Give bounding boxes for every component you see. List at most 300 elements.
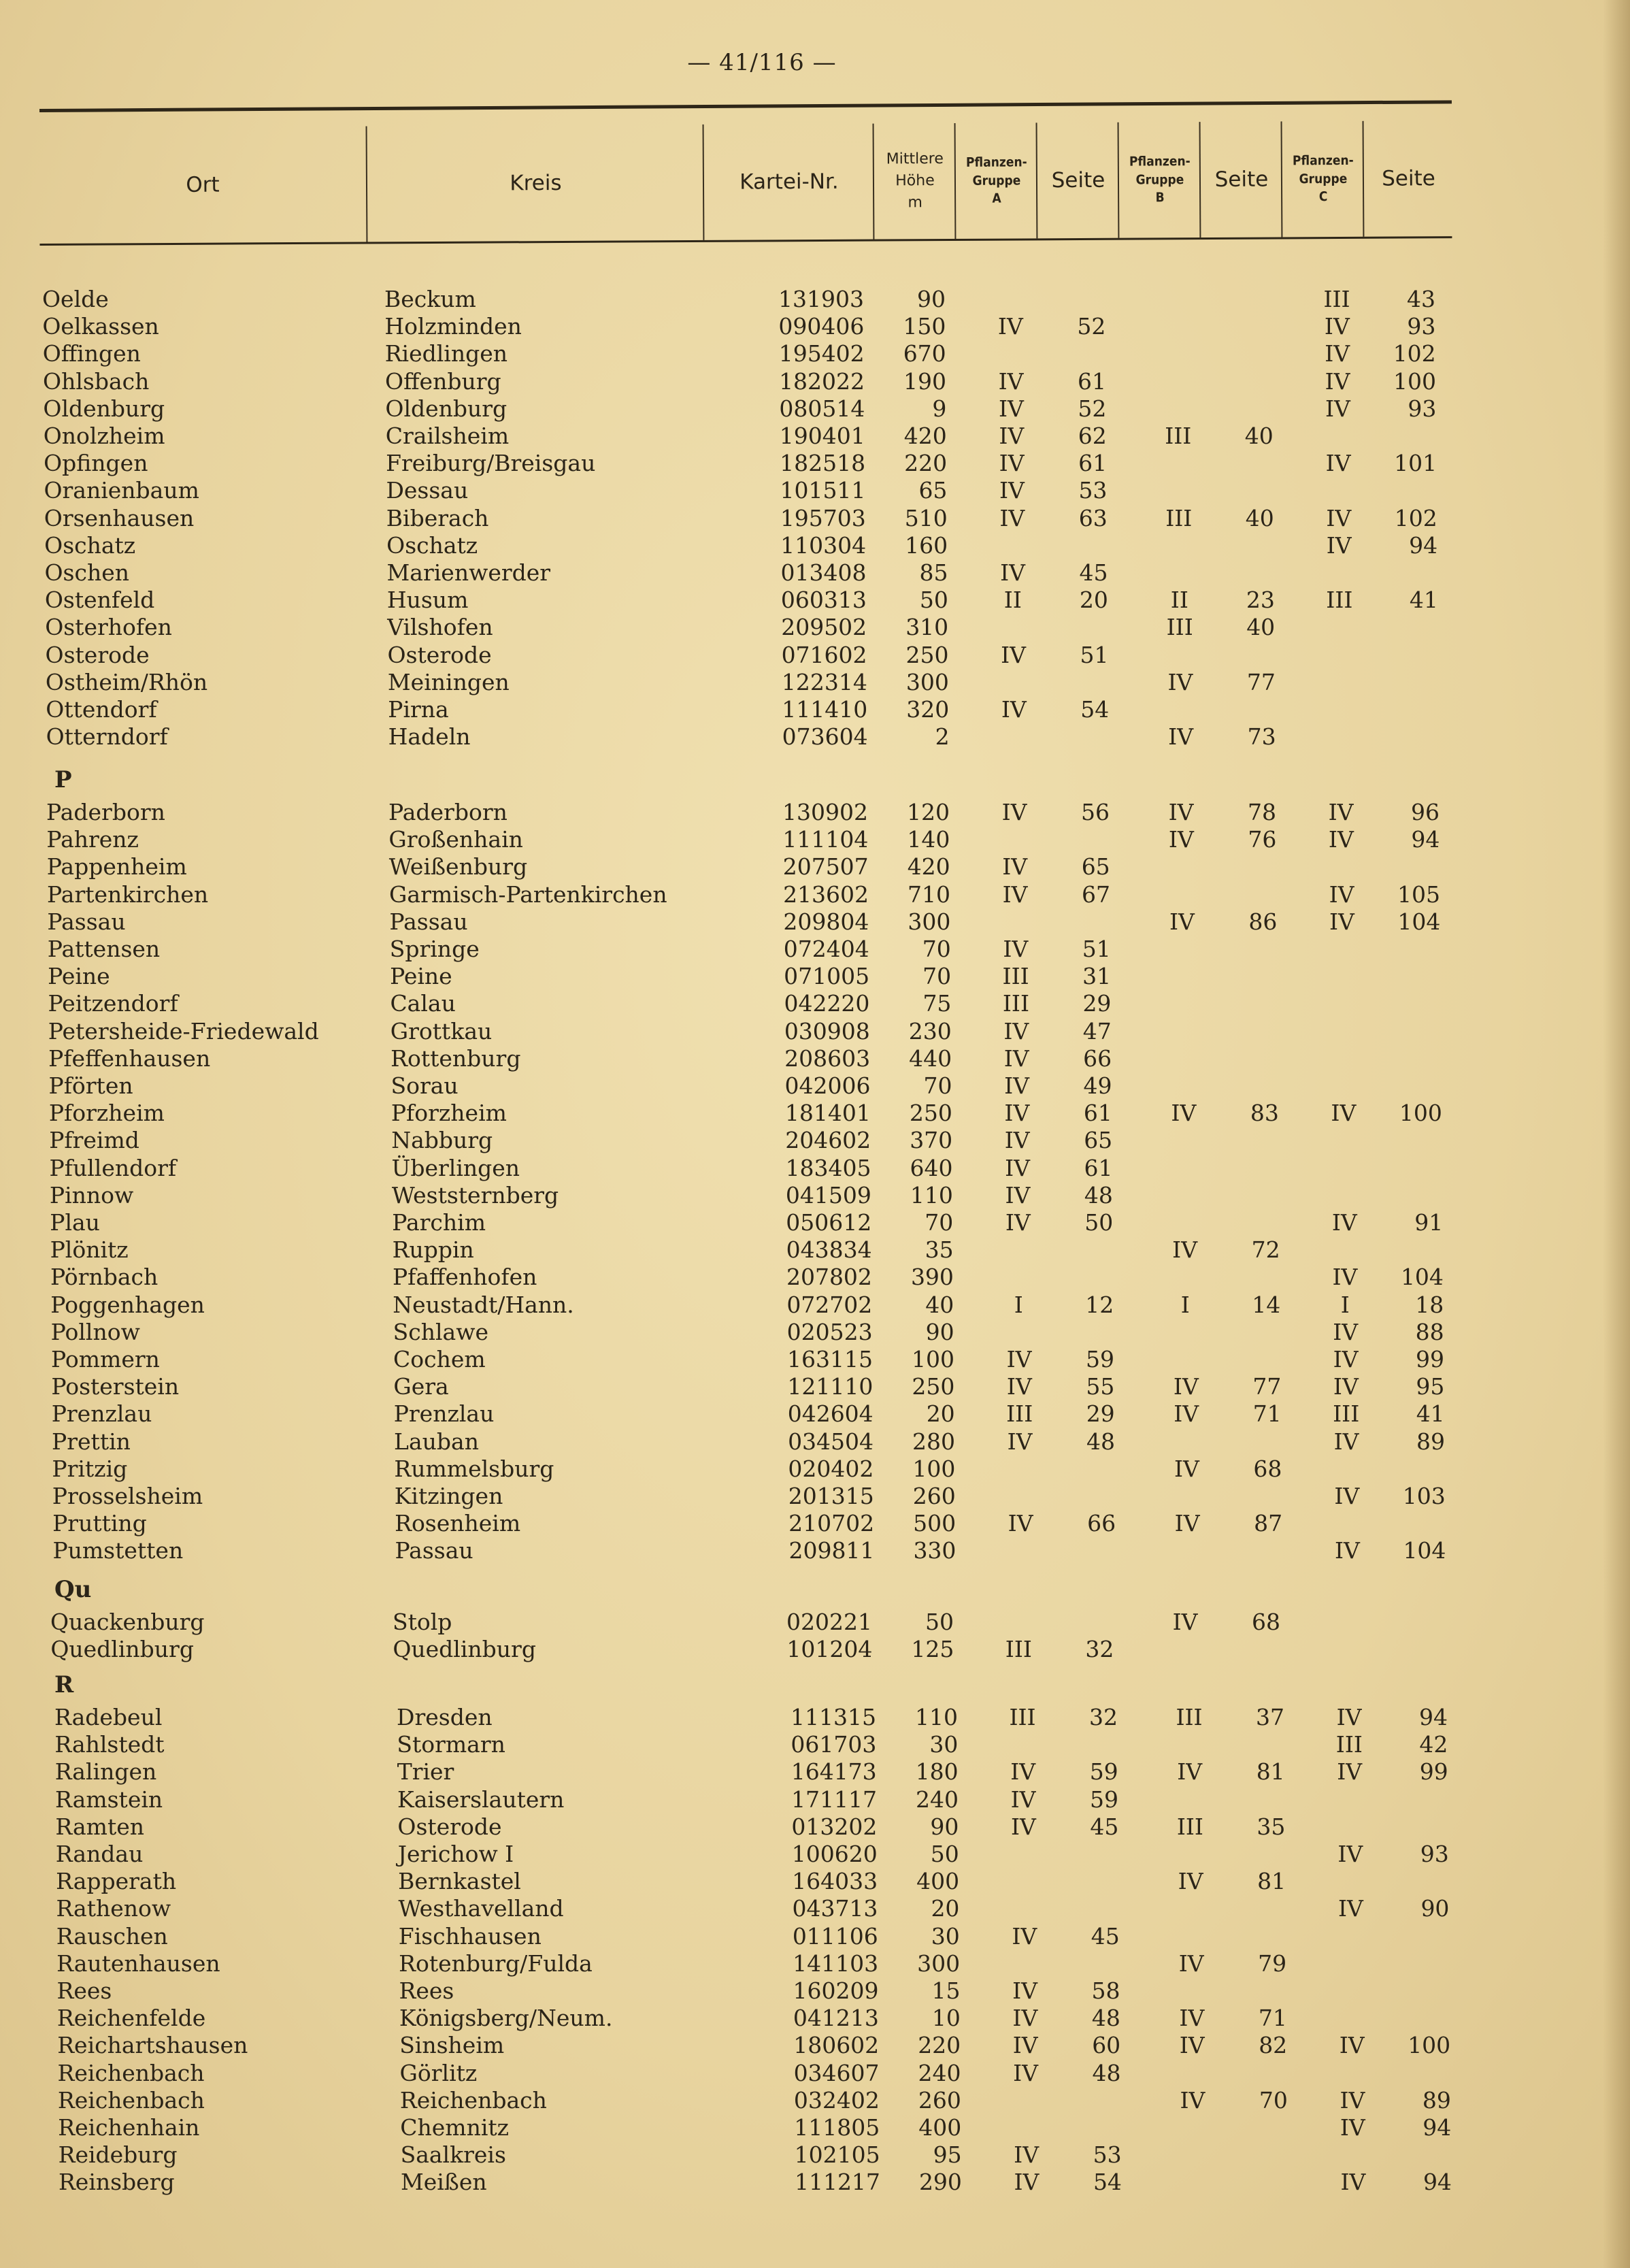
cell-seite-c: 105 — [1397, 881, 1441, 908]
cell-kreis: Hadeln — [388, 723, 471, 751]
cell-gruppe-a: IV — [1012, 2032, 1038, 2059]
cell-ort: Pumstetten — [52, 1537, 184, 1564]
cell-hoehe: 260 — [912, 1483, 956, 1509]
cell-gruppe-c: IV — [1328, 799, 1354, 825]
cell-ort: Rathenow — [56, 1895, 171, 1922]
cell-kreis: Pfaffenhofen — [392, 1264, 537, 1291]
cell-seite-c: 89 — [1416, 1428, 1446, 1455]
cell-hoehe: 280 — [912, 1428, 956, 1455]
cell-kreis: Oschatz — [386, 531, 478, 559]
cell-kreis: Kaiserslautern — [397, 1786, 565, 1813]
cell-gruppe-a: III — [1006, 1400, 1033, 1428]
cell-hoehe: 20 — [931, 1895, 960, 1922]
cell-ort: Reichartshausen — [57, 2032, 248, 2059]
cell-gruppe-c: IV — [1326, 531, 1352, 559]
cell-ort: Ramstein — [55, 1786, 163, 1813]
cell-kartei: 071005 — [784, 963, 870, 990]
cell-seite-b: 68 — [1252, 1609, 1280, 1635]
cell-ort: Onolzheim — [43, 423, 165, 449]
cell-gruppe-b: IV — [1171, 1100, 1197, 1127]
cell-seite-c: 90 — [1420, 1895, 1450, 1922]
cell-ort: Opfingen — [44, 450, 148, 477]
cell-ort: Pahrenz — [46, 826, 139, 853]
cell-seite-a: 62 — [1078, 423, 1107, 449]
cell-hoehe: 300 — [917, 1950, 961, 1977]
cell-seite-a: 59 — [1086, 1346, 1114, 1373]
cell-kreis: Weststernberg — [391, 1181, 559, 1209]
cell-seite-c: 41 — [1416, 1400, 1445, 1428]
cell-ort: Pfullendorf — [49, 1154, 177, 1181]
cell-kartei: 042006 — [784, 1072, 871, 1099]
cell-gruppe-b: III — [1165, 504, 1193, 531]
cell-gruppe-a: IV — [1010, 1813, 1036, 1840]
cell-kartei: 209811 — [788, 1537, 875, 1564]
header-seite-a: Seite — [1036, 122, 1120, 239]
cell-ort: Rahlstedt — [54, 1731, 165, 1758]
cell-seite-a: 20 — [1079, 587, 1108, 614]
cell-gruppe-a: IV — [1004, 1100, 1030, 1127]
cell-hoehe: 400 — [918, 2114, 962, 2141]
cell-seite-c: 99 — [1419, 1758, 1448, 1786]
cell-seite-c: 102 — [1393, 340, 1436, 367]
cell-kreis: Trier — [397, 1758, 454, 1786]
cell-seite-b: 79 — [1258, 1950, 1287, 1977]
cell-hoehe: 70 — [922, 963, 952, 990]
cell-kartei: 042220 — [784, 990, 870, 1017]
cell-kreis: Weißenburg — [388, 853, 528, 881]
cell-kartei: 207802 — [786, 1264, 872, 1291]
cell-ort: Ottendorf — [46, 696, 157, 723]
cell-gruppe-a: II — [1003, 587, 1022, 614]
cell-ort: Oschatz — [44, 531, 136, 559]
cell-hoehe: 420 — [903, 423, 947, 449]
cell-hoehe: 95 — [933, 2141, 962, 2169]
cell-kartei: 041213 — [793, 2005, 879, 2032]
cell-ort: Reinsberg — [58, 2169, 175, 2196]
cell-seite-c: 18 — [1415, 1291, 1444, 1318]
cell-hoehe: 70 — [923, 1072, 952, 1099]
cell-gruppe-a: IV — [999, 477, 1025, 504]
cell-kartei: 111104 — [782, 826, 869, 853]
cell-kartei: 209804 — [783, 908, 869, 935]
cell-kartei: 207507 — [782, 853, 869, 881]
cell-gruppe-a: IV — [1005, 1209, 1031, 1236]
cell-kartei: 034607 — [793, 2059, 880, 2086]
cell-kreis: Rottenburg — [390, 1045, 521, 1072]
cell-kreis: Ruppin — [392, 1236, 474, 1264]
cell-kreis: Rosenheim — [395, 1510, 521, 1537]
cell-kreis: Grottkau — [390, 1017, 493, 1045]
cell-seite-b: 82 — [1259, 2032, 1288, 2059]
cell-kreis: Vilshofen — [387, 614, 493, 641]
cell-seite-c: 100 — [1393, 367, 1437, 395]
cell-gruppe-c: IV — [1324, 313, 1350, 340]
cell-ort: Otterndorf — [46, 723, 168, 751]
cell-gruppe-a: IV — [1005, 1181, 1031, 1209]
cell-kreis: Husum — [386, 587, 469, 614]
cell-hoehe: 180 — [915, 1758, 959, 1786]
cell-ort: Reideburg — [58, 2141, 178, 2169]
cell-seite-b: 14 — [1252, 1291, 1281, 1318]
cell-seite-b: 77 — [1252, 1373, 1282, 1400]
cell-hoehe: 510 — [904, 504, 948, 531]
cell-kartei: 020221 — [786, 1609, 872, 1635]
cell-hoehe: 90 — [930, 1813, 959, 1840]
cell-seite-b: 72 — [1251, 1236, 1280, 1264]
cell-seite-a: 45 — [1090, 1813, 1119, 1840]
cell-seite-c: 94 — [1419, 1704, 1448, 1730]
cell-kartei: 043834 — [786, 1236, 872, 1264]
cell-kreis: Passau — [395, 1537, 473, 1564]
cell-gruppe-b: IV — [1168, 799, 1194, 825]
cell-ort: Pforzheim — [48, 1100, 165, 1127]
cell-ort: Osterhofen — [45, 614, 172, 641]
cell-hoehe: 250 — [905, 641, 949, 668]
cell-seite-a: 48 — [1092, 2059, 1121, 2086]
cell-seite-a: 56 — [1081, 799, 1110, 825]
cell-kreis: Quedlinburg — [393, 1636, 536, 1663]
cell-seite-b: 83 — [1250, 1100, 1279, 1127]
cell-gruppe-a: III — [1009, 1704, 1036, 1730]
cell-kartei: 072702 — [786, 1291, 873, 1318]
cell-seite-b: 23 — [1246, 587, 1275, 614]
cell-seite-a: 48 — [1084, 1181, 1113, 1209]
cell-gruppe-c: III — [1335, 1731, 1363, 1758]
cell-kreis: Rees — [399, 1977, 454, 2004]
cell-hoehe: 9 — [932, 395, 947, 422]
cell-gruppe-a: IV — [998, 367, 1024, 395]
cell-gruppe-a: IV — [1006, 1373, 1032, 1400]
cell-hoehe: 160 — [905, 531, 948, 559]
cell-gruppe-a: IV — [999, 450, 1025, 477]
cell-seite-c: 102 — [1394, 504, 1437, 531]
cell-seite-b: 77 — [1246, 668, 1276, 695]
cell-hoehe: 640 — [910, 1154, 953, 1181]
cell-seite-c: 91 — [1414, 1209, 1444, 1236]
cell-seite-a: 54 — [1080, 696, 1110, 723]
cell-ort: Reichenfelde — [56, 2005, 206, 2032]
cell-gruppe-a: IV — [997, 313, 1023, 340]
cell-hoehe: 30 — [931, 1922, 960, 1950]
cell-ort: Pfeffenhausen — [48, 1045, 211, 1072]
cell-ort: Plau — [50, 1209, 100, 1236]
cell-kreis: Parchim — [392, 1209, 486, 1236]
cell-kartei: 131903 — [778, 286, 864, 312]
cell-gruppe-b: IV — [1172, 1609, 1198, 1635]
cell-kartei: 122314 — [781, 668, 867, 695]
cell-seite-a: 61 — [1084, 1154, 1113, 1181]
cell-hoehe: 90 — [925, 1318, 954, 1345]
cell-hoehe: 100 — [912, 1346, 954, 1373]
cell-seite-b: 40 — [1245, 504, 1274, 531]
cell-gruppe-a: IV — [1005, 1154, 1030, 1181]
cell-kreis: Paderborn — [388, 799, 508, 825]
cell-gruppe-a: IV — [1007, 1428, 1033, 1455]
cell-ort: Pinnow — [49, 1181, 134, 1209]
cell-kreis: Biberach — [386, 504, 489, 531]
cell-kreis: Pirna — [388, 696, 449, 723]
cell-hoehe: 420 — [907, 853, 950, 881]
cell-gruppe-a: IV — [998, 395, 1024, 422]
cell-ort: Ralingen — [54, 1758, 157, 1786]
cell-ort: Ostheim/Rhön — [45, 668, 208, 695]
cell-gruppe-a: IV — [1002, 881, 1028, 908]
cell-hoehe: 240 — [918, 2059, 961, 2086]
cell-hoehe: 50 — [925, 1609, 954, 1635]
cell-gruppe-a: IV — [1014, 2169, 1039, 2196]
cell-kreis: Oldenburg — [385, 395, 508, 422]
cell-gruppe-a: IV — [1003, 1045, 1029, 1072]
cell-seite-b: 71 — [1258, 2005, 1287, 2032]
cell-seite-c: 94 — [1411, 826, 1440, 853]
cell-gruppe-c: IV — [1328, 826, 1354, 853]
cell-gruppe-a: IV — [1010, 1758, 1036, 1786]
cell-kreis: Stormarn — [397, 1731, 505, 1758]
cell-kartei: 041509 — [785, 1181, 871, 1209]
cell-seite-a: 49 — [1083, 1072, 1112, 1099]
cell-gruppe-c: IV — [1325, 395, 1350, 422]
cell-gruppe-c: IV — [1325, 450, 1351, 477]
cell-gruppe-c: IV — [1337, 1758, 1363, 1786]
cell-kartei: 020402 — [788, 1455, 874, 1482]
cell-kartei: 020523 — [786, 1318, 873, 1345]
cell-gruppe-a: IV — [1013, 2059, 1038, 2086]
cell-ort: Quackenburg — [50, 1609, 205, 1635]
cell-gruppe-a: III — [1005, 1636, 1032, 1663]
cell-seite-b: 76 — [1248, 826, 1277, 853]
cell-gruppe-c: IV — [1338, 1895, 1363, 1922]
cell-gruppe-a: IV — [1008, 1510, 1033, 1537]
cell-kreis: Rotenburg/Fulda — [399, 1950, 593, 1977]
header-hoehe: Mittlere Höhe m — [873, 123, 957, 240]
cell-gruppe-a: IV — [1012, 1977, 1037, 2004]
cell-ort: Rees — [56, 1977, 112, 2004]
cell-gruppe-c: IV — [1336, 1704, 1362, 1730]
cell-kreis: Sorau — [390, 1072, 459, 1099]
cell-kartei: 090406 — [778, 313, 865, 340]
cell-gruppe-a: IV — [1004, 1127, 1030, 1154]
cell-kartei: 111315 — [791, 1704, 876, 1730]
cell-gruppe-c: IV — [1333, 1346, 1359, 1373]
cell-gruppe-a: IV — [999, 504, 1025, 531]
cell-kreis: Beckum — [384, 286, 476, 312]
cell-kreis: Stolp — [393, 1609, 452, 1635]
cell-kartei: 043713 — [792, 1895, 878, 1922]
cell-gruppe-c: IV — [1333, 1318, 1359, 1345]
cell-kartei: 164033 — [792, 1868, 878, 1895]
cell-kartei: 164173 — [791, 1758, 877, 1786]
cell-gruppe-b: IV — [1167, 668, 1193, 695]
cell-gruppe-a: IV — [1003, 936, 1029, 962]
header-seite-c: Seite — [1363, 120, 1454, 237]
cell-seite-a: 50 — [1084, 1209, 1114, 1236]
cell-seite-a: 12 — [1085, 1291, 1114, 1318]
cell-kreis: Marienwerder — [386, 559, 551, 586]
cell-seite-c: 101 — [1394, 450, 1437, 477]
cell-seite-a: 65 — [1084, 1127, 1113, 1154]
cell-ort: Randau — [55, 1841, 144, 1867]
cell-kartei: 073604 — [782, 723, 868, 751]
cell-kartei: 163115 — [787, 1346, 873, 1373]
cell-kreis: Calau — [390, 990, 456, 1017]
cell-ort: Poggenhagen — [50, 1291, 205, 1318]
cell-gruppe-a: IV — [1004, 1072, 1029, 1099]
cell-seite-a: 61 — [1078, 450, 1108, 477]
cell-hoehe: 125 — [911, 1636, 954, 1663]
cell-gruppe-c: IV — [1333, 1373, 1359, 1400]
cell-ort: Rapperath — [56, 1868, 177, 1895]
cell-ort: Reichenhain — [58, 2114, 200, 2141]
cell-hoehe: 2 — [935, 723, 950, 751]
cell-ort: Reichenbach — [57, 2059, 205, 2086]
cell-gruppe-a: IV — [1006, 1346, 1032, 1373]
cell-kartei: 034504 — [788, 1428, 874, 1455]
cell-kreis: Reichenbach — [399, 2086, 547, 2114]
cell-seite-c: 100 — [1408, 2032, 1451, 2059]
cell-seite-a: 60 — [1092, 2032, 1121, 2059]
cell-seite-c: 103 — [1402, 1483, 1446, 1509]
cell-seite-c: 93 — [1407, 313, 1436, 340]
cell-kartei: 209502 — [781, 614, 867, 641]
cell-ort: Pfreimd — [49, 1127, 139, 1154]
cell-hoehe: 40 — [925, 1291, 954, 1318]
cell-seite-a: 52 — [1077, 313, 1106, 340]
cell-kartei: 180602 — [793, 2032, 880, 2059]
cell-seite-c: 104 — [1400, 1264, 1444, 1291]
cell-ort: Pommern — [51, 1346, 160, 1373]
cell-kartei: 213602 — [783, 881, 869, 908]
cell-kreis: Cochem — [393, 1346, 486, 1373]
cell-hoehe: 290 — [918, 2169, 962, 2196]
cell-kreis: Freiburg/Breisgau — [386, 450, 596, 477]
cell-ort: Orsenhausen — [44, 504, 195, 531]
cell-seite-a: 59 — [1089, 1758, 1118, 1786]
section-letter: Qu — [54, 1576, 92, 1603]
cell-kartei: 204602 — [785, 1127, 871, 1154]
cell-seite-a: 54 — [1093, 2169, 1122, 2196]
cell-kartei: 208603 — [784, 1045, 871, 1072]
cell-gruppe-a: IV — [1014, 2141, 1039, 2169]
cell-kartei: 030908 — [784, 1017, 870, 1045]
header-gruppe-b: Pflanzen- Gruppe B — [1118, 122, 1201, 238]
cell-gruppe-c: IV — [1340, 2114, 1365, 2141]
cell-seite-a: 61 — [1078, 367, 1107, 395]
cell-ort: Oranienbaum — [44, 477, 199, 504]
cell-gruppe-c: III — [1323, 286, 1350, 312]
cell-seite-a: 65 — [1081, 853, 1110, 881]
cell-seite-a: 51 — [1082, 936, 1111, 962]
cell-kartei: 100620 — [791, 1841, 878, 1867]
cell-kreis: Sinsheim — [399, 2032, 505, 2059]
cell-hoehe: 330 — [913, 1537, 957, 1564]
cell-gruppe-c: IV — [1334, 1483, 1360, 1509]
cell-gruppe-a: IV — [1012, 2005, 1038, 2032]
cell-gruppe-b: IV — [1179, 2005, 1205, 2032]
cell-kartei: 141103 — [793, 1950, 879, 1977]
cell-kartei: 190401 — [779, 423, 865, 449]
cell-hoehe: 35 — [925, 1236, 954, 1264]
cell-hoehe: 370 — [910, 1127, 953, 1154]
cell-kartei: 080514 — [779, 395, 865, 422]
header-kreis: Kreis — [366, 125, 705, 242]
cell-gruppe-b: III — [1176, 1813, 1203, 1840]
cell-kartei: 013202 — [791, 1813, 878, 1840]
cell-gruppe-b: III — [1176, 1704, 1203, 1730]
cell-hoehe: 110 — [915, 1704, 958, 1730]
cell-gruppe-c: III — [1326, 587, 1353, 614]
cell-hoehe: 260 — [918, 2086, 961, 2114]
cell-ort: Pollnow — [50, 1318, 140, 1345]
cell-gruppe-a: IV — [1002, 853, 1028, 881]
cell-kreis: Schlawe — [393, 1318, 488, 1345]
cell-gruppe-c: IV — [1326, 504, 1352, 531]
cell-gruppe-a: IV — [1003, 1017, 1029, 1045]
cell-ort: Reichenbach — [57, 2086, 205, 2114]
cell-seite-c: 104 — [1397, 908, 1441, 935]
cell-gruppe-b: II — [1170, 587, 1188, 614]
cell-gruppe-b: IV — [1174, 1455, 1199, 1482]
cell-gruppe-b: IV — [1174, 1510, 1200, 1537]
cell-kreis: Peine — [390, 963, 452, 990]
cell-kartei: 011106 — [792, 1922, 878, 1950]
cell-seite-c: 93 — [1420, 1841, 1449, 1867]
cell-gruppe-c: IV — [1325, 367, 1350, 395]
cell-kreis: Königsberg/Neum. — [399, 2005, 613, 2032]
cell-kreis: Lauban — [394, 1428, 479, 1455]
cell-hoehe: 30 — [929, 1731, 959, 1758]
cell-ort: Pritzig — [52, 1455, 128, 1482]
cell-kartei: 013408 — [780, 559, 867, 586]
cell-gruppe-a: I — [1014, 1291, 1023, 1318]
cell-kreis: Dessau — [386, 477, 469, 504]
cell-hoehe: 75 — [922, 990, 952, 1017]
header-seite-b: Seite — [1199, 121, 1283, 237]
cell-gruppe-a: IV — [1000, 559, 1025, 586]
cell-ort: Plönitz — [50, 1236, 129, 1264]
cell-seite-b: 81 — [1257, 1868, 1286, 1895]
cell-seite-c: 94 — [1423, 2169, 1452, 2196]
cell-ort: Quedlinburg — [50, 1636, 194, 1663]
cell-hoehe: 250 — [912, 1373, 955, 1400]
cell-gruppe-a: III — [1002, 963, 1029, 990]
cell-hoehe: 70 — [922, 936, 951, 962]
cell-kartei: 110304 — [780, 531, 867, 559]
section-letter: R — [54, 1671, 74, 1698]
cell-kartei: 032402 — [793, 2086, 880, 2114]
cell-seite-b: 73 — [1247, 723, 1276, 751]
cell-ort: Posterstein — [51, 1373, 180, 1400]
cell-gruppe-c: III — [1333, 1400, 1360, 1428]
cell-seite-b: 78 — [1248, 799, 1276, 825]
cell-seite-b: 86 — [1248, 908, 1278, 935]
cell-seite-a: 32 — [1089, 1704, 1118, 1730]
cell-ort: Peitzendorf — [48, 990, 178, 1017]
cell-gruppe-b: IV — [1169, 908, 1195, 935]
cell-kreis: Chemnitz — [400, 2114, 510, 2141]
cell-kartei: 210702 — [788, 1510, 875, 1537]
cell-gruppe-b: IV — [1178, 1868, 1203, 1895]
cell-seite-a: 55 — [1086, 1373, 1115, 1400]
header-kartei: Kartei-Nr. — [703, 124, 875, 240]
cell-ort: Osterode — [45, 641, 150, 668]
cell-kreis: Garmisch-Partenkirchen — [389, 881, 667, 908]
cell-ort: Prutting — [52, 1510, 147, 1537]
cell-seite-a: 47 — [1082, 1017, 1112, 1045]
cell-seite-c: 41 — [1409, 587, 1438, 614]
cell-ort: Prettin — [52, 1428, 131, 1455]
cell-gruppe-b: IV — [1180, 2086, 1205, 2114]
cell-gruppe-b: IV — [1168, 723, 1194, 751]
